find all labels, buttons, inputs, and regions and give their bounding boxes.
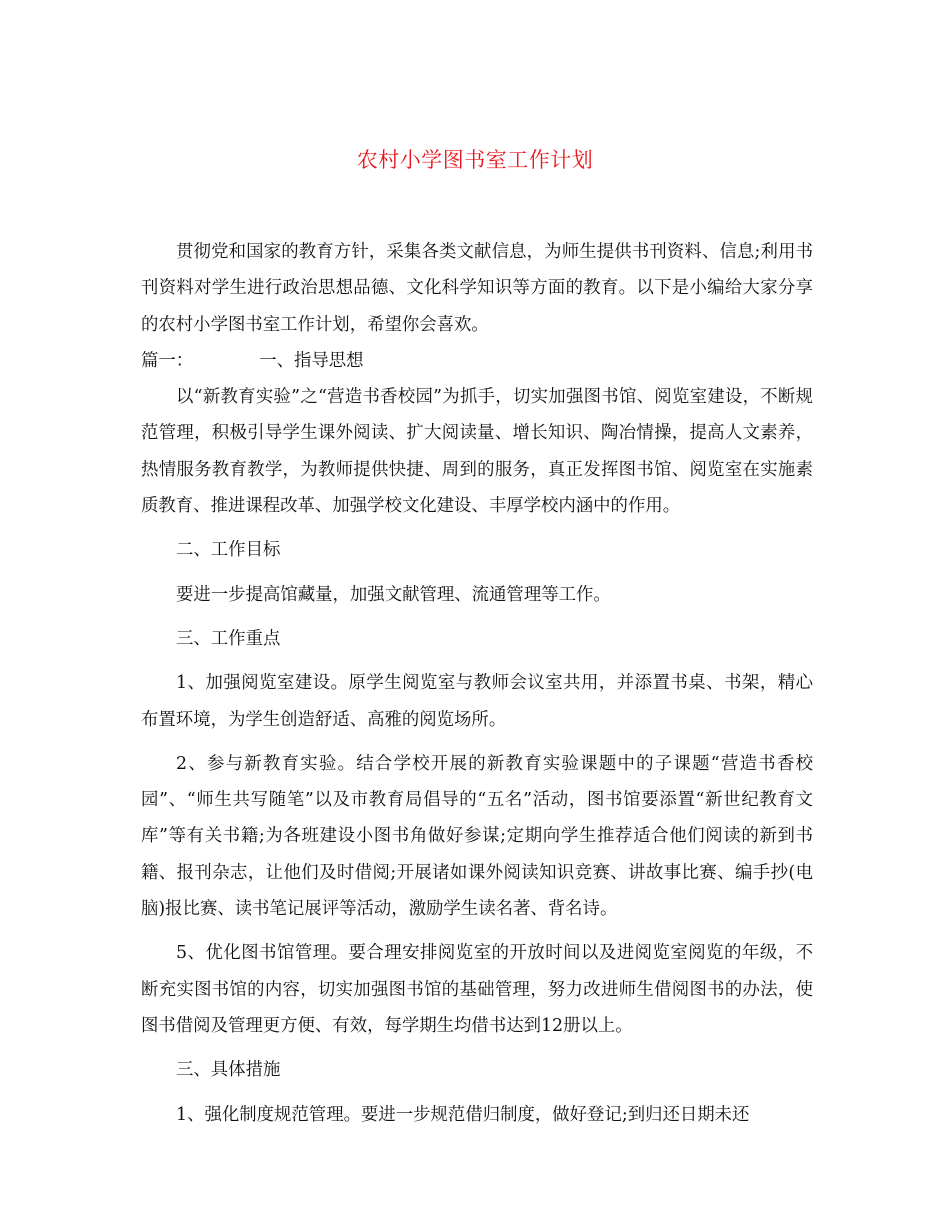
section2-heading: 二、工作目标	[176, 540, 281, 561]
list-item: 5、优化图书馆管理。要合理安排阅览室的开放时间以及进阅览室阅览的年级，不断充实图书馆的内容，切实加强图书馆的基础管理，努力改进师生借阅图书的办法，使图书借阅及管理更方便、有效，每学期生均借书达到12册以上。	[141, 943, 813, 1036]
intro-paragraph: 贯彻党和国家的教育方针，采集各类文献信息，为师生提供书刊资料、信息;利用书刊资料对学生进行政治思想品德、文化科学知识等方面的教育。以下是小编给大家分享的农村小学图书室工作计划，希望你会喜欢。	[141, 242, 813, 335]
section2-paragraph: 要进一步提高馆藏量，加强文献管理、流通管理等工作。	[176, 584, 611, 605]
part-label: 篇一：	[141, 350, 194, 371]
document-title: 农村小学图书室工作计划	[356, 148, 594, 172]
part-heading	[141, 343, 813, 379]
list-item: 2、参与新教育实验。结合学校开展的新教育实验课题中的子课题“营造书香校园”、“师生共写随笔”以及市教育局倡导的“五名”活动，图书馆要添置“新世纪教育文库”等有关书籍;为各班建设小图书角做好参谋;定期向学生推荐适合他们阅读的新到书籍、报刊杂志，让他们及时借阅;开展诸如课外阅读知识竞赛、讲故事比赛、编手抄(电脑)报比赛、读书笔记展评等活动，激励学生读名著、背名诗。	[141, 753, 813, 920]
section3-heading: 三、工作重点	[176, 628, 281, 649]
section4-heading: 三、具体措施	[176, 1060, 281, 1081]
section1-paragraph: 以“新教育实验”之“营造书香校园”为抓手，切实加强图书馆、阅览室建设，不断规范管理，积极引导学生课外阅读、扩大阅读量、增长知识、陶冶情操，提高人文素养，热情服务教育教学，为教师提供快捷、周到的服务，真正发挥图书馆、阅览室在实施素质教育、推进课程改革、加强学校文化建设、丰厚学校内涵中的作用。	[141, 387, 813, 517]
measure-paragraph: 1、强化制度规范管理。要进一步规范借归制度，做好登记;到归还日期未还	[176, 1104, 750, 1125]
document-body	[141, 234, 813, 1133]
list-item: 1、加强阅览室建设。原学生阅览室与教师会议室共用，并添置书桌、书架，精心布置环境，为学生创造舒适、高雅的阅览场所。	[141, 673, 813, 730]
section1-heading: 一、指导思想	[259, 350, 364, 371]
